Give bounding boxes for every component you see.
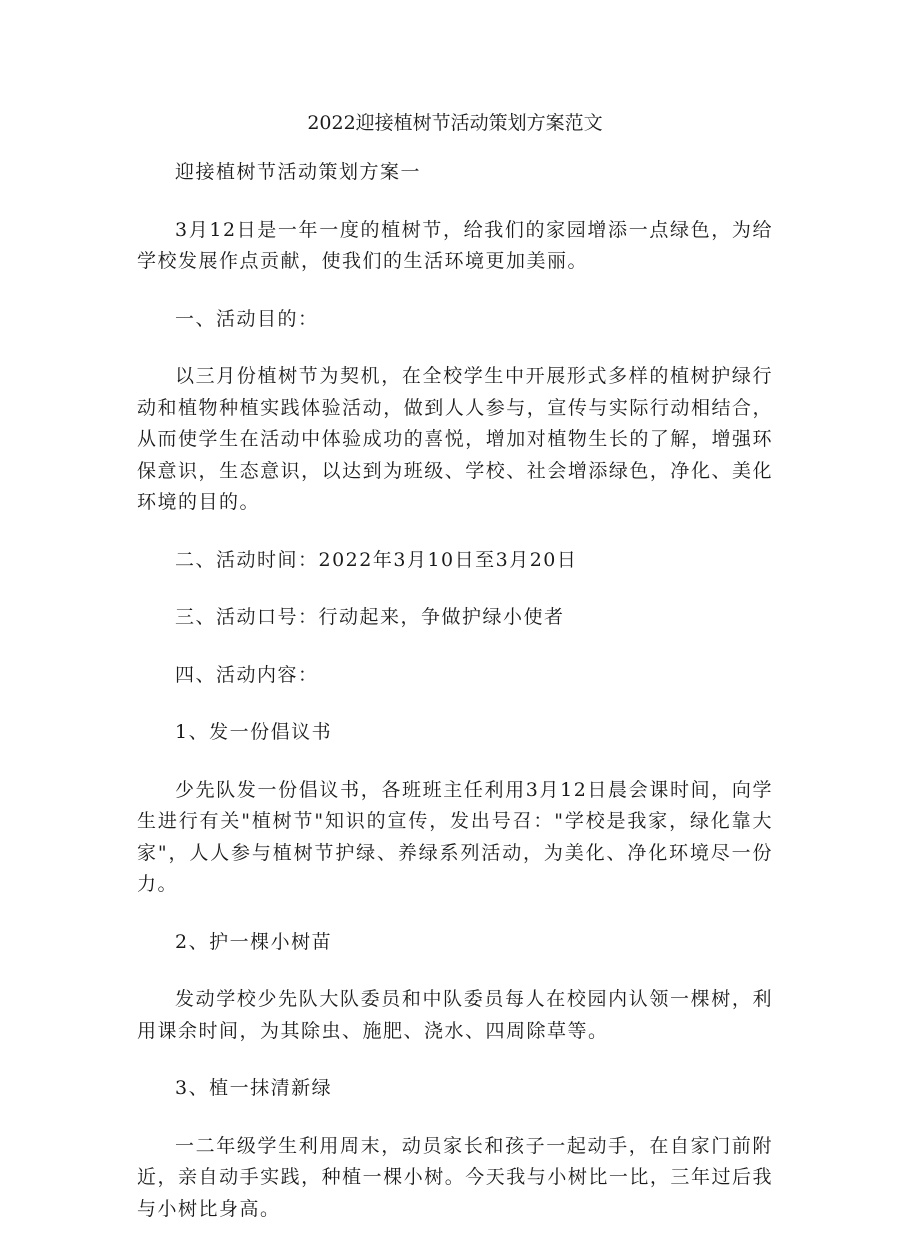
proposal-paragraph: 少先队发一份倡议书，各班班主任利用3月12日晨会课时间，向学生进行有关"植树节"知识的宣传，发出号召："学校是我家，绿化靠大家"，人人参与植树节护绿、养绿系列活动，为美化、净化环境尽一份力。 [137, 778, 773, 895]
subheading-green: 3、植一抹清新绿 [175, 1077, 333, 1099]
document-title: 2022迎接植树节活动策划方案范文 [307, 112, 603, 134]
section-heading-purpose: 一、活动目的： [175, 307, 319, 330]
subheading-sapling: 2、护一棵小树苗 [175, 930, 333, 953]
green-paragraph: 一二年级学生利用周末，动员家长和孩子一起动手，在自家门前附近，亲自动手实践，种植一棵小树。今天我与小树比一比，三年过后我与小树比身高。 [137, 1134, 773, 1220]
sapling-paragraph: 发动学校少先队大队委员和中队委员每人在校园内认领一棵树，利用课余时间，为其除虫、施肥、浇水、四周除草等。 [137, 988, 773, 1042]
section-heading-plan-one: 迎接植树节活动策划方案一 [175, 161, 422, 183]
intro-paragraph: 3月12日是一年一度的植树节，给我们的家园增添一点绿色，为给学校发展作点贡献，使我们的生活环境更加美丽。 [137, 218, 773, 272]
document-page [137, 108, 773, 1251]
purpose-paragraph: 以三月份植树节为契机，在全校学生中开展形式多样的植树护绿行动和植物种植实践体验活动，做到人人参与，宣传与实际行动相结合，从而使学生在活动中体验成功的喜悦，增加对植物生长的了解，增强环保意识，生态意识，以达到为班级、学校、社会增添绿色，净化、美化环境的目的。 [137, 365, 773, 513]
section-heading-content: 四、活动内容： [175, 663, 319, 686]
section-heading-slogan: 三、活动口号：行动起来，争做护绿小使者 [175, 606, 565, 628]
section-heading-time: 二、活动时间：2022年3月10日至3月20日 [175, 548, 578, 571]
subheading-proposal: 1、发一份倡议书 [175, 721, 333, 743]
